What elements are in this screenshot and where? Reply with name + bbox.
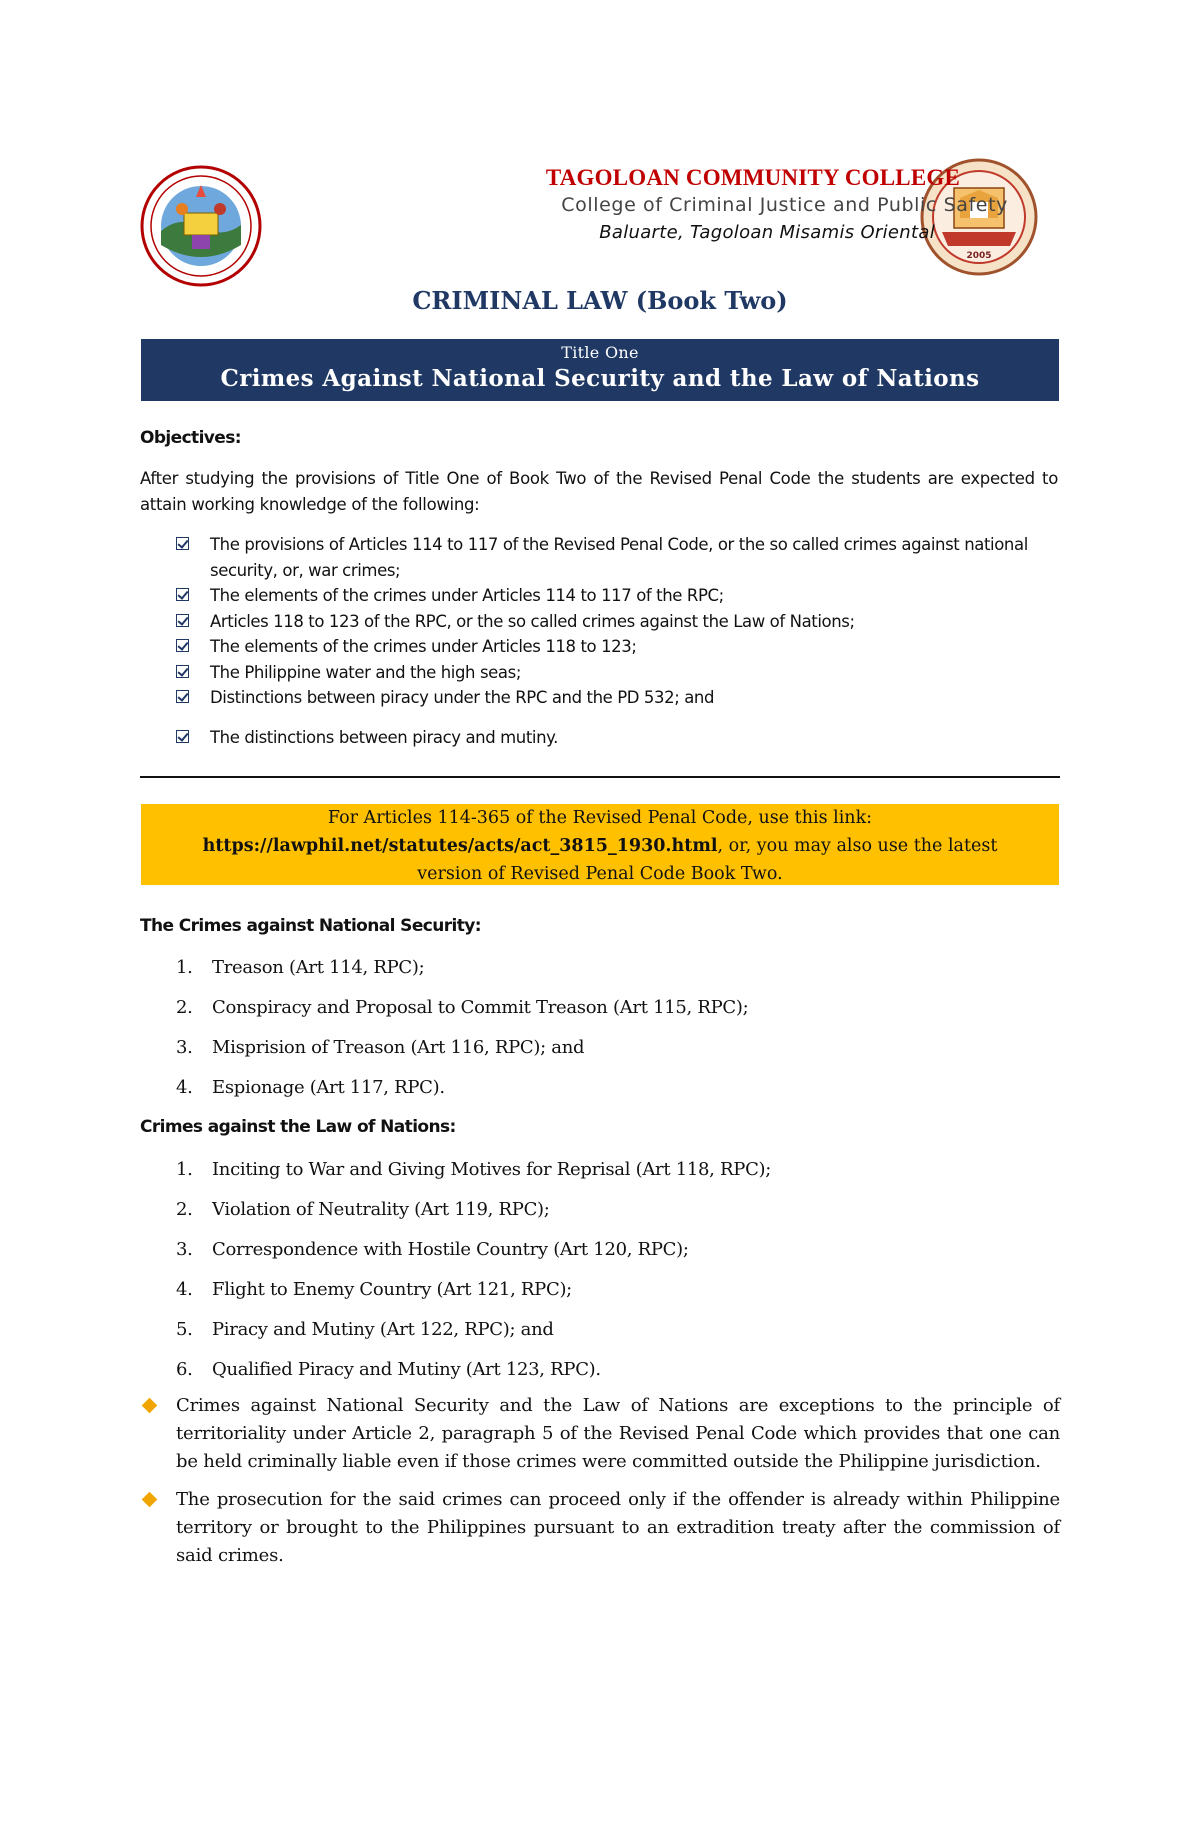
- objectives-intro: After studying the provisions of Title One of Book Two of the Revised Penal Code the students are expected to attain working knowledge of the following:: [140, 469, 1058, 514]
- national-security-list: [176, 955, 748, 1115]
- list-item: 2. Conspiracy and Proposal to Commit Treason (Art 115, RPC);: [176, 997, 749, 1018]
- checkbox-checked-icon: [176, 537, 189, 550]
- objectives-checklist: [176, 532, 1056, 750]
- objective-item: The Philippine water and the high seas;: [176, 660, 1056, 686]
- list-item: 1. Treason (Art 114, RPC);: [176, 957, 425, 978]
- note-item: The prosecution for the said crimes can proceed only if the offender is already within Philippine territory or brought to the Philippines pursuant to an extradition treaty after the commission of said crimes.: [142, 1486, 1060, 1570]
- objective-item: The provisions of Articles 114 to 117 of the Revised Penal Code, or the so called crimes against national security, or, war crimes;: [176, 532, 1056, 583]
- list-item: 3. Misprision of Treason (Art 116, RPC); and: [176, 1037, 585, 1058]
- objectives-heading: Objectives:: [140, 428, 241, 448]
- note-item: Crimes against National Security and the Law of Nations are exceptions to the principle of territoriality under Article 2, paragraph 5 of the Revised Penal Code which provides that one can be held criminally liable even if those crimes were committed outside the Philippine jurisdiction.: [142, 1392, 1060, 1476]
- svg-text:2005: 2005: [966, 251, 992, 261]
- checkbox-checked-icon: [176, 614, 189, 627]
- list-item: 6. Qualified Piracy and Mutiny (Art 123, RPC).: [176, 1359, 601, 1380]
- checkbox-checked-icon: [176, 665, 189, 678]
- checkbox-checked-icon: [176, 690, 189, 703]
- list-item: 1. Inciting to War and Giving Motives for Reprisal (Art 118, RPC);: [176, 1159, 772, 1180]
- law-of-nations-heading: Crimes against the Law of Nations:: [140, 1117, 456, 1137]
- section-divider: [140, 776, 1060, 778]
- checkbox-checked-icon: [176, 639, 189, 652]
- objective-item: The elements of the crimes under Articles 118 to 123;: [176, 634, 1056, 660]
- list-item: 4. Flight to Enemy Country (Art 121, RPC);: [176, 1279, 572, 1300]
- list-item: 4. Espionage (Art 117, RPC).: [176, 1077, 445, 1098]
- link-callout-after-url: , or, you may also use the latest: [717, 836, 998, 856]
- banner-subtitle: Title One: [561, 343, 639, 362]
- link-callout-line1: For Articles 114-365 of the Revised Penal Code, use this link:: [327, 808, 873, 828]
- link-callout-line3: version of Revised Penal Code Book Two.: [417, 864, 783, 884]
- checkbox-checked-icon: [176, 588, 189, 601]
- college-name: TAGOLOAN COMMUNITY COLLEGE: [545, 165, 960, 190]
- law-of-nations-list: [176, 1157, 771, 1397]
- objective-item: Distinctions between piracy under the RPC and the PD 532; and: [176, 685, 1056, 711]
- banner-heading: Crimes Against National Security and the Law of Nations: [220, 365, 980, 392]
- college-address: Baluarte, Tagoloan Misamis Oriental: [599, 222, 935, 243]
- college-department: College of Criminal Justice and Public Safety: [561, 194, 1008, 216]
- notes-list: [142, 1392, 1060, 1580]
- diamond-bullet-icon: [142, 1398, 158, 1414]
- objective-item: Articles 118 to 123 of the RPC, or the so called crimes against the Law of Nations;: [176, 609, 1056, 635]
- national-security-heading: The Crimes against National Security:: [140, 916, 481, 936]
- objective-item: The elements of the crimes under Articles 114 to 117 of the RPC;: [176, 583, 1056, 609]
- list-item: 2. Violation of Neutrality (Art 119, RPC);: [176, 1199, 550, 1220]
- document-title: CRIMINAL LAW (Book Two): [412, 286, 788, 315]
- checkbox-checked-icon: [176, 730, 189, 743]
- list-item: 3. Correspondence with Hostile Country (Art 120, RPC);: [176, 1239, 689, 1260]
- list-item: 5. Piracy and Mutiny (Art 122, RPC); and: [176, 1319, 554, 1340]
- objective-item: The distinctions between piracy and mutiny.: [176, 725, 1056, 751]
- title-banner: [141, 339, 1059, 401]
- diamond-bullet-icon: [142, 1492, 158, 1508]
- link-callout: [141, 804, 1059, 885]
- rpc-link[interactable]: https://lawphil.net/statutes/acts/act_3815_1930.html: [202, 836, 718, 856]
